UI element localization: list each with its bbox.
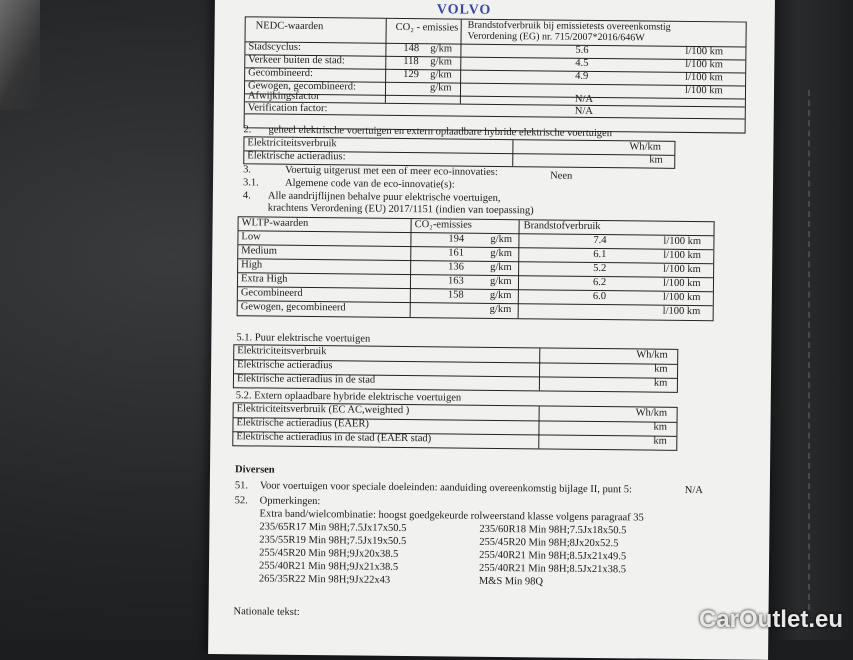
tire-spec-left: 235/55R19 Min 98H;7.5Jx19x50.5 bbox=[259, 534, 407, 548]
wltp-header-label: WLTP-waarden bbox=[241, 217, 309, 229]
nedc-row-label: Gewogen, gecombineerd: bbox=[247, 80, 356, 93]
nedc-row-fuel: 4.9 bbox=[575, 70, 589, 82]
d51-text: Voor voertuigen voor speciale doeleinden: aanduiding overeenkomstig bijlage II, punt 5: bbox=[259, 480, 633, 496]
wltp-table bbox=[237, 216, 715, 321]
wltp-row-fuel: 5.2 bbox=[593, 262, 607, 275]
tire-spec-left: 235/65R17 Min 98H;7.5Jx17x50.5 bbox=[259, 521, 407, 535]
tire-spec-left: 255/45R20 Min 98H;9Jx20x38.5 bbox=[259, 547, 399, 560]
s52-row-unit: Wh/km bbox=[635, 407, 668, 419]
wltp-row-label: Low bbox=[241, 231, 261, 243]
s31-number: 3.1. bbox=[242, 177, 259, 189]
brand-logo: VOLVO bbox=[436, 2, 492, 18]
d52-number: 52. bbox=[234, 495, 248, 507]
nedc-header-co2: CO₂ - emissies bbox=[395, 21, 459, 34]
wltp-row-label: Gewogen, gecombineerd bbox=[240, 301, 346, 314]
s2-title: geheel elektrische voertuigen en extern oplaadbare hybride elektrische voertuigen bbox=[268, 124, 613, 140]
wltp-row-fuel-unit: l/100 km bbox=[663, 235, 702, 248]
s31-text: Algemene code van de eco-innovatie(s): bbox=[284, 177, 455, 191]
wltp-header-co2: CO₂-emissies bbox=[414, 219, 472, 231]
s4-text-2: krachtens Verordening (EU) 2017/1151 (indien van toepassing) bbox=[267, 202, 534, 217]
nedc-table bbox=[244, 16, 747, 133]
wltp-row-co2-unit: g/km bbox=[490, 233, 513, 246]
d52-text: Opmerkingen: bbox=[259, 495, 321, 508]
wltp-row-fuel-unit: l/100 km bbox=[662, 305, 701, 318]
nedc-row-label: Gecombineerd: bbox=[248, 67, 313, 80]
s51-row-label: Elektrische actieradius in de stad bbox=[236, 373, 376, 386]
nedc-row-label: Stadscyclus: bbox=[248, 41, 302, 53]
wltp-row-fuel-unit: l/100 km bbox=[662, 277, 701, 290]
nedc-header-fuel-2: Verordening (EG) nr. 715/2007*2016/646W bbox=[467, 30, 645, 44]
wltp-row-co2: 158 bbox=[447, 289, 464, 301]
wltp-row-co2: 163 bbox=[447, 275, 464, 287]
nedc-row-fuel: 4.5 bbox=[575, 57, 589, 69]
nedc-afw-label: Afwijkingsfactor bbox=[247, 90, 320, 103]
s52-table bbox=[232, 402, 677, 451]
nedc-ver-label: Verification factor: bbox=[247, 102, 328, 115]
s51-row-label: Elektriciteitsverbruik bbox=[237, 345, 327, 358]
s51-row-unit: Wh/km bbox=[636, 349, 668, 361]
s4-number: 4. bbox=[242, 190, 251, 202]
s52-title: 5.2. Extern oplaadbare hybride elektrische voertuigen bbox=[235, 390, 462, 404]
s51-row-label: Elektrische actieradius bbox=[237, 359, 333, 372]
tire-spec-right: 255/45R20 Min 98H;8Jx20x52.5 bbox=[479, 536, 619, 550]
s52-row-label: Elektrische actieradius (EAER) bbox=[236, 417, 369, 430]
nedc-row-co2-unit: g/km bbox=[430, 43, 453, 55]
wltp-row-fuel-unit: l/100 km bbox=[662, 291, 701, 304]
wltp-row-co2-unit: g/km bbox=[489, 303, 512, 316]
s52-row-unit: km bbox=[653, 421, 667, 433]
nedc-row-co2: 148 bbox=[403, 42, 420, 55]
s2-row1-label: Elektriciteitsverbruik bbox=[247, 137, 337, 150]
nedc-afw-value: N/A bbox=[574, 93, 594, 105]
s52-row-unit: km bbox=[653, 435, 667, 447]
wltp-row-label: Extra High bbox=[240, 273, 288, 285]
s3-value: Neen bbox=[550, 170, 573, 182]
wltp-row-fuel: 6.0 bbox=[592, 290, 607, 303]
wltp-row-co2-unit: g/km bbox=[490, 261, 512, 274]
wltp-row-co2-unit: g/km bbox=[490, 247, 512, 260]
tire-spec-right: M&S Min 98Q bbox=[478, 575, 544, 588]
seat-trim bbox=[0, 0, 40, 110]
s52-row-label: Elektrische actieradius in de stad (EAER stad) bbox=[236, 431, 432, 445]
nedc-row-label: Verkeer buiten de stad: bbox=[248, 54, 345, 67]
s51-table bbox=[233, 344, 678, 393]
nedc-header-label: NEDC-waarden bbox=[255, 20, 324, 33]
nationale-tekst-label: Nationale tekst: bbox=[233, 606, 300, 618]
wltp-header-fuel: Brandstofverbruik bbox=[523, 220, 601, 233]
s2-table bbox=[243, 136, 675, 169]
wltp-row-co2: 194 bbox=[448, 233, 465, 245]
nedc-ver-value: N/A bbox=[574, 105, 593, 117]
wltp-row-label: High bbox=[241, 259, 263, 271]
wltp-row-fuel: 7.4 bbox=[593, 234, 607, 247]
wltp-row-fuel: 6.2 bbox=[592, 276, 607, 289]
diversen-title: Diversen bbox=[234, 464, 275, 476]
s51-title: 5.1. Puur elektrische voertuigen bbox=[236, 332, 371, 345]
wltp-row-co2-unit: g/km bbox=[489, 289, 512, 302]
seat-stitching bbox=[808, 90, 810, 610]
wltp-row-label: Gecombineerd bbox=[240, 287, 303, 299]
s2-row2-label: Elektrische actieradius: bbox=[247, 150, 346, 163]
nedc-row-co2: 118 bbox=[403, 55, 419, 68]
nedc-row-co2-unit: g/km bbox=[430, 56, 452, 68]
wltp-row-co2-unit: g/km bbox=[489, 275, 512, 288]
tire-spec-left: 265/35R22 Min 98H;9Jx22x43 bbox=[258, 573, 391, 586]
nedc-row-co2-unit: g/km bbox=[429, 82, 452, 94]
nedc-row-co2: 129 bbox=[403, 68, 419, 81]
nedc-row-fuel-unit: l/100 km bbox=[685, 71, 723, 84]
wltp-row-co2: 136 bbox=[448, 261, 464, 273]
wltp-row-co2: 161 bbox=[448, 247, 465, 259]
tire-spec-right: 255/40R21 Min 98H;8.5Jx21x38.5 bbox=[478, 562, 627, 576]
s2-row2-unit: km bbox=[649, 154, 663, 166]
document-page bbox=[208, 0, 775, 660]
wltp-row-fuel-unit: l/100 km bbox=[663, 263, 701, 276]
s51-row-unit: km bbox=[654, 363, 668, 375]
d51-value: N/A bbox=[684, 484, 703, 497]
s3-number: 3. bbox=[243, 164, 252, 176]
wltp-row-fuel: 6.1 bbox=[593, 248, 607, 261]
nedc-header-fuel-1: Brandstofverbruik bij emissietests overeenkomstig bbox=[467, 19, 671, 33]
d51-number: 51. bbox=[234, 480, 249, 492]
nedc-row-fuel-unit: l/100 km bbox=[685, 45, 724, 58]
extra-band-text: Extra band/wielcombinatie: hoogst goedgekeurde rolweerstand klasse volgens paragraaf 35 bbox=[259, 508, 644, 524]
wltp-row-fuel-unit: l/100 km bbox=[663, 249, 701, 262]
s2-row1-unit: Wh/km bbox=[629, 141, 661, 153]
nedc-row-fuel-unit: l/100 km bbox=[685, 58, 723, 71]
s51-row-unit: km bbox=[653, 377, 668, 389]
s4-text-1: Alle aandrijflijnen behalve puur elektrische voertuigen, bbox=[267, 190, 501, 205]
tire-spec-left: 255/40R21 Min 98H;9Jx21x38.5 bbox=[258, 560, 399, 573]
watermark: CarOutlet.eu bbox=[698, 606, 843, 633]
tire-spec-right: 255/40R21 Min 98H;8.5Jx21x49.5 bbox=[479, 549, 627, 563]
tire-spec-right: 235/60R18 Min 98H;7.5Jx18x50.5 bbox=[479, 523, 627, 537]
nedc-row-fuel-unit: l/100 km bbox=[684, 84, 723, 97]
wltp-row-label: Medium bbox=[241, 245, 277, 257]
nedc-row-co2-unit: g/km bbox=[430, 69, 452, 81]
nedc-row-fuel: 5.6 bbox=[575, 44, 589, 56]
s2-number: 2. bbox=[243, 124, 252, 136]
s3-text: Voertuig uitgerust met een of meer eco-innovaties: bbox=[285, 164, 498, 178]
s52-row-label: Elektriciteitsverbruik (EC AC,weighted ) bbox=[236, 403, 410, 417]
